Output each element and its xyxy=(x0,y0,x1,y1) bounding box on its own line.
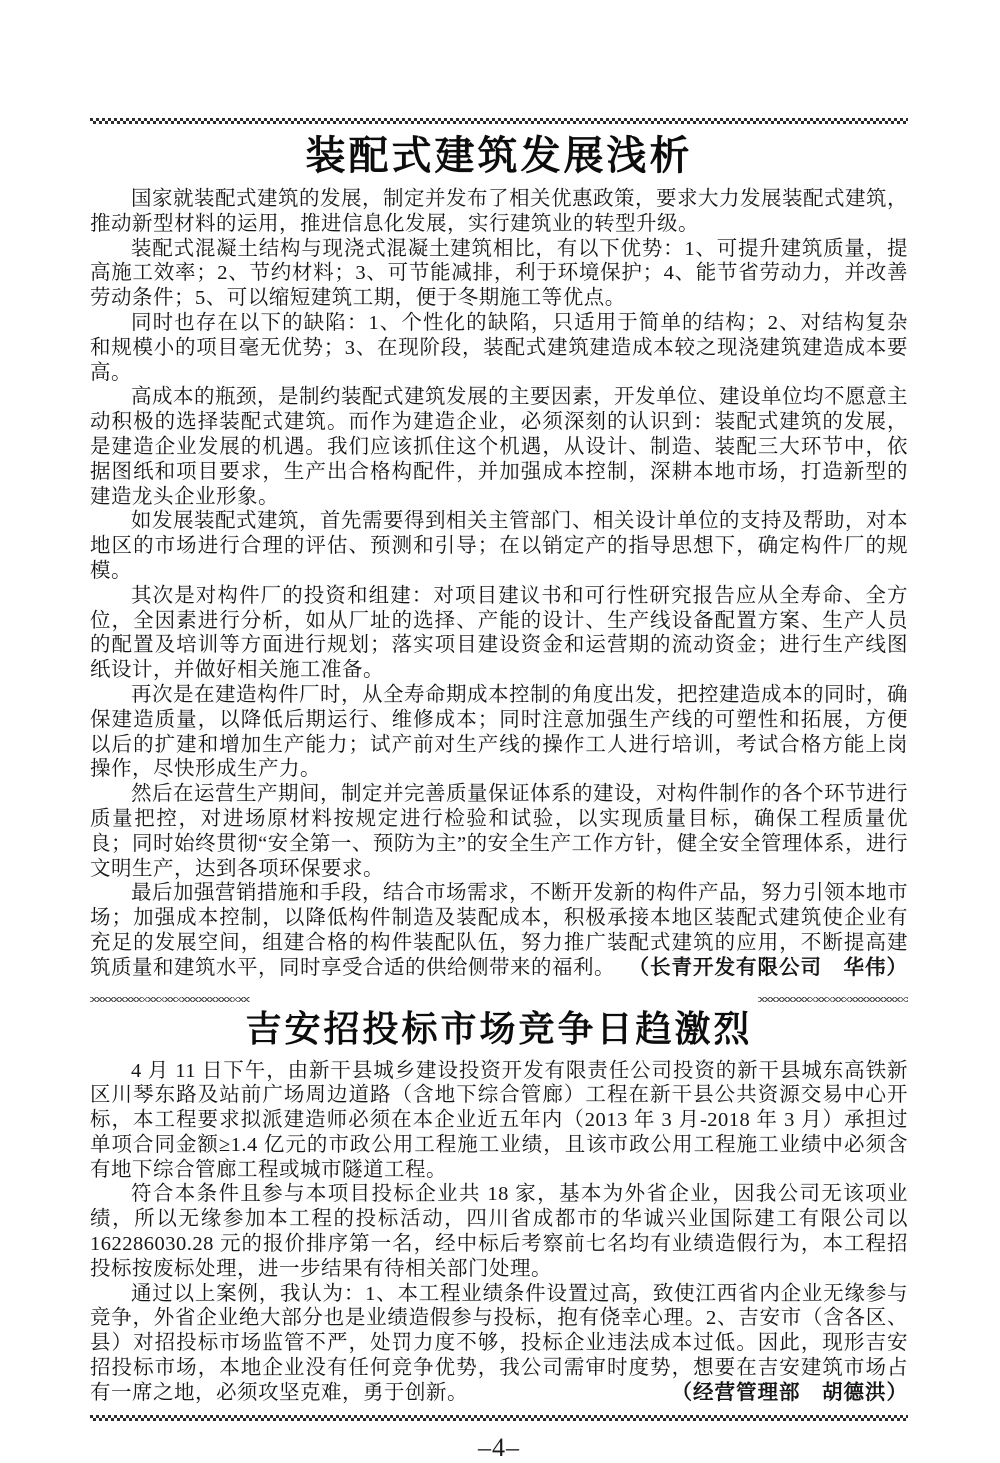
article2-paragraph: 4 月 11 日下午，由新干县城乡建设投资开发有限责任公司投资的新干县城东高铁新区川琴东路及站前广场周边道路（含地下综合管廊）工程在新干县公共资源交易中心开标，本工程要求拟派建造师必须在本企业近五年内（2013 年 3 月-2018 年 3 月）承担过单项合同金额≥1.4 亿元的市政公用工程施工业绩，且该市政公用工程施工业绩中必须含有地下综合管廊工程或城市隧道工程。 xyxy=(90,1059,908,1181)
article1-paragraph: 再次是在建造构件厂时，从全寿命期成本控制的角度出发，把控建造成本的同时，确保建造质量，以降低后期运行、维修成本；同时注意加强生产线的可塑性和拓展，方便以后的扩建和增加生产能力；试产前对生产线的操作工人进行培训，考试合格方能上岗操作，尽快形成生产力。 xyxy=(90,683,908,781)
article2-attribution: （经营管理部 胡德洪） xyxy=(671,1381,908,1404)
article1-paragraph: 其次是对构件厂的投资和组建：对项目建议书和可行性研究报告应从全寿命、全方位，全因素进行分析，如从厂址的选择、产能的设计、生产线设备配置方案、生产人员的配置及培训等方面进行规划；落实项目建设资金和运营期的流动资金；进行生产线图纸设计，并做好相关施工准备。 xyxy=(90,584,908,682)
article2-paragraph: 符合本条件且参与本项目投标企业共 18 家，基本为外省企业，因我公司无该项业绩，所以无缘参加本工程的投标活动，四川省成都市的华诚兴业国际建工有限公司以 162286030.28 元的报价排序第一名，经中标后考察前七名均有业绩造假行为，本工程招投标按废标处理，进一步结果有待相关部门处理。 xyxy=(90,1183,908,1280)
article1-title: 装配式建筑发展浅析 xyxy=(305,134,693,178)
article2-paragraph-text: 通过以上案例，我认为：1、本工程业绩条件设置过高，致使江西省内企业无缘参与竞争，外省企业绝大部分也是业绩造假参与投标，抱有侥幸心理。2、吉安市（含各区、县）对招投标市场监管不严，处罚力度不够，投标企业违法成本过低。因此，现形吉安招投标市场，本地企业没有任何竞争优势，我公司需审时度势，想要在吉安建筑市场占有一席之地，必须攻坚克难，勇于创新。 xyxy=(90,1282,908,1404)
article2-last-paragraph xyxy=(90,1282,908,1406)
squiggle-right-decoration xyxy=(758,997,908,1002)
article1-paragraph: 如发展装配式建筑，首先需要得到相关主管部门、相关设计单位的支持及帮助，对本地区的市场进行合理的评估、预测和引导；在以销定产的指导思想下，确定构件厂的规模。 xyxy=(90,510,908,582)
bottom-border-rule xyxy=(90,1415,908,1421)
article1-paragraph: 然后在运营生产期间，制定并完善质量保证体系的建设，对构件制作的各个环节进行质量把控，对进场原材料按规定进行检验和试验，以实现质量目标，确保工程质量优良；同时始终贯彻“安全第一、预防为主”的安全生产工作方针，健全安全管理体系，进行文明生产，达到各项环保要求。 xyxy=(90,783,908,880)
article1-paragraph: 高成本的瓶颈，是制约装配式建筑发展的主要因素，开发单位、建设单位均不愿意主动积极的选择装配式建筑。而作为建造企业，必须深刻的认识到：装配式建筑的发展，是建造企业发展的机遇。我们应该抓住这个机遇，从设计、制造、装配三大环节中，依据图纸和项目要求，生产出合格构配件，并加强成本控制，深耕本地市场，打造新型的建造龙头企业形象。 xyxy=(90,386,908,508)
article1-paragraph: 同时也存在以下的缺陷：1、个性化的缺陷，只适用于简单的结构；2、对结构复杂和规模小的项目毫无优势；3、在现阶段，装配式建筑建造成本较之现浇建筑建造成本要高。 xyxy=(90,311,908,384)
article1-attribution: （长青开发有限公司 华伟） xyxy=(628,956,908,979)
squiggle-left-decoration xyxy=(90,997,250,1002)
page-number: –4– xyxy=(478,1432,520,1462)
article1-paragraph: 国家就装配式建筑的发展，制定并发布了相关优惠政策，要求大力发展装配式建筑，推动新型材料的运用，推进信息化发展，实行建筑业的转型升级。 xyxy=(90,188,908,235)
title-separator-row xyxy=(90,997,908,1003)
article1-paragraph-text: 最后加强营销措施和手段，结合市场需求，不断开发新的构件产品，努力引领本地市场；加强成本控制，以降低构件制造及装配成本，积极承接本地区装配式建筑使企业有充足的发展空间，组建合格的构件装配队伍，努力推广装配式建筑的应用，不断提高建筑质量和建筑水平，同时享受合适的供给侧带来的福利。 xyxy=(90,882,908,979)
top-border-rule xyxy=(90,118,908,124)
article2-title: 吉安招投标市场竞争日趋激烈 xyxy=(245,1007,753,1049)
article1-last-paragraph xyxy=(90,881,908,980)
article1-paragraph: 装配式混凝土结构与现浇式混凝土建筑相比，有以下优势：1、可提升建筑质量，提高施工效率；2、节约材料；3、可节能减排，利于环境保护；4、能节省劳动力，并改善劳动条件；5、可以缩短建筑工期，便于冬期施工等优点。 xyxy=(90,237,908,310)
